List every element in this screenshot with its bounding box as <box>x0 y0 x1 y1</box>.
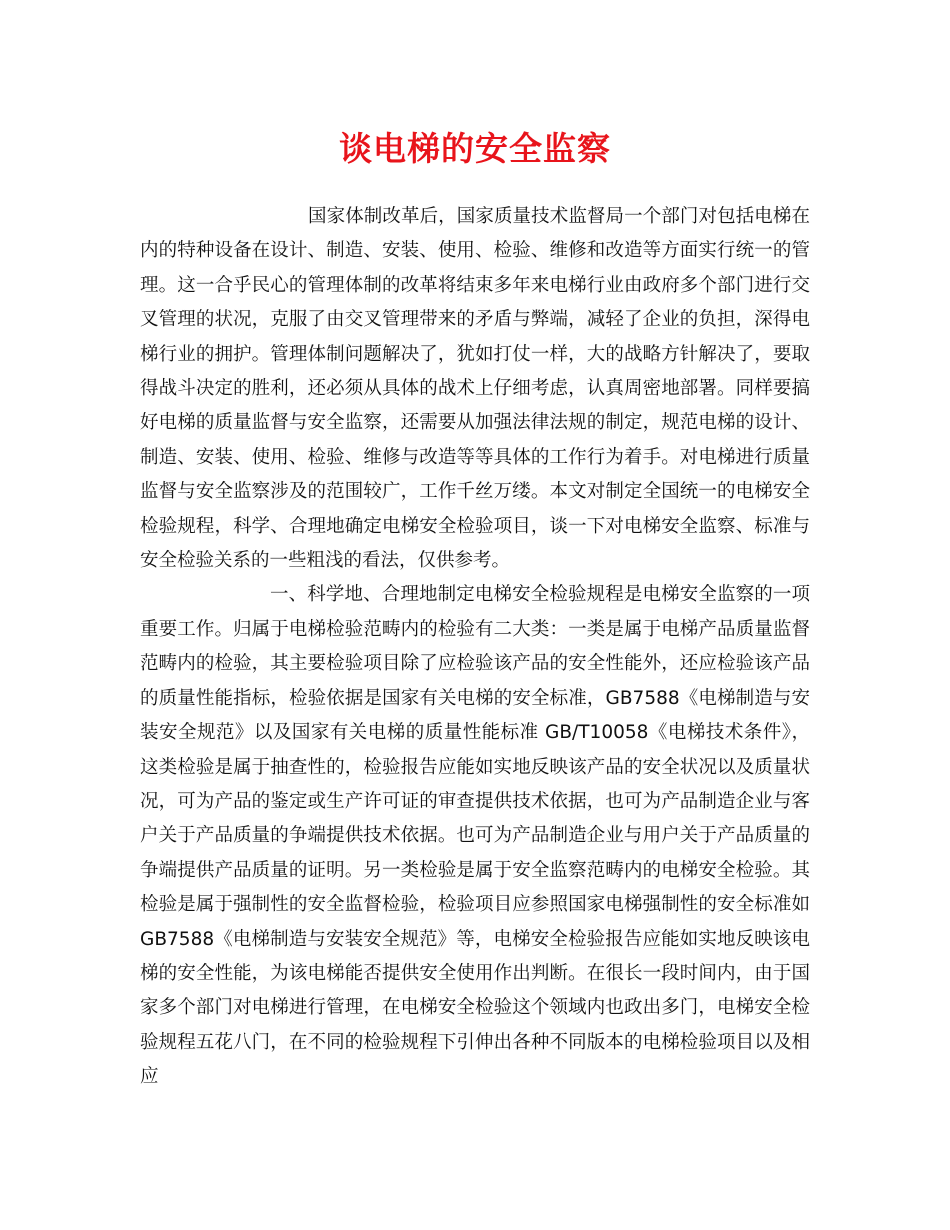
paragraph-section-one: 一、科学地、合理地制定电梯安全检验规程是电梯安全监察的一项重要工作。归属于电梯检验范畴内的检验有二大类：一类是属于电梯产品质量监督范畴内的检验，其主要检验项目除了应检验该产品的安全性能外，还应检验该产品的质量性能指标，检验依据是国家有关电梯的安全标准，GB7588《电梯制造与安装安全规范》以及国家有关电梯的质量性能标准 GB/T10058《电梯技术条件》，这类检验是属于抽查性的，检验报告应能如实地反映该产品的安全状况以及质量状况，可为产品的鉴定或生产许可证的审查提供技术依据，也可为产品制造企业与客户关于产品质量的争端提供技术依据。也可为产品制造企业与用户关于产品质量的争端提供产品质量的证明。另一类检验是属于安全监察范畴内的电梯安全检验。其检验是属于强制性的安全监督检验，检验项目应参照国家电梯强制性的安全标准如GB7588《电梯制造与安装安全规范》等，电梯安全检验报告应能如实地反映该电梯的安全性能，为该电梯能否提供安全使用作出判断。在很长一段时间内，由于国家多个部门对电梯进行管理，在电梯安全检验这个领域内也政出多门，电梯安全检验规程五花八门，在不同的检验规程下引伸出各种不同版本的电梯检验项目以及相应 <box>140 584 810 1088</box>
paragraph-intro: 国家体制改革后，国家质量技术监督局一个部门对包括电梯在内的特种设备在设计、制造、安装、使用、检验、维修和改造等方面实行统一的管理。这一合乎民心的管理体制的改革将结束多年来电梯行业由政府多个部门进行交叉管理的状况，克服了由交叉管理带来的矛盾与弊端，减轻了企业的负担，深得电梯行业的拥护。管理体制问题解决了，犹如打仗一样，大的战略方针解决了，要取得战斗决定的胜利，还必须从具体的战术上仔细考虑，认真周密地部署。同样要搞好电梯的质量监督与安全监察，还需要从加强法律法规的制定，规范电梯的设计、制造、安装、使用、检验、维修与改造等等具体的工作行为着手。对电梯进行质量监督与安全监察涉及的范围较广，工作千丝万缕。本文对制定全国统一的电梯安全检验规程，科学、合理地确定电梯安全检验项目，谈一下对电梯安全监察、标准与安全检验关系的一些粗浅的看法，仅供参考。 <box>140 206 810 572</box>
document-body <box>140 200 810 1095</box>
document-title: 谈电梯的安全监察 <box>339 129 611 168</box>
